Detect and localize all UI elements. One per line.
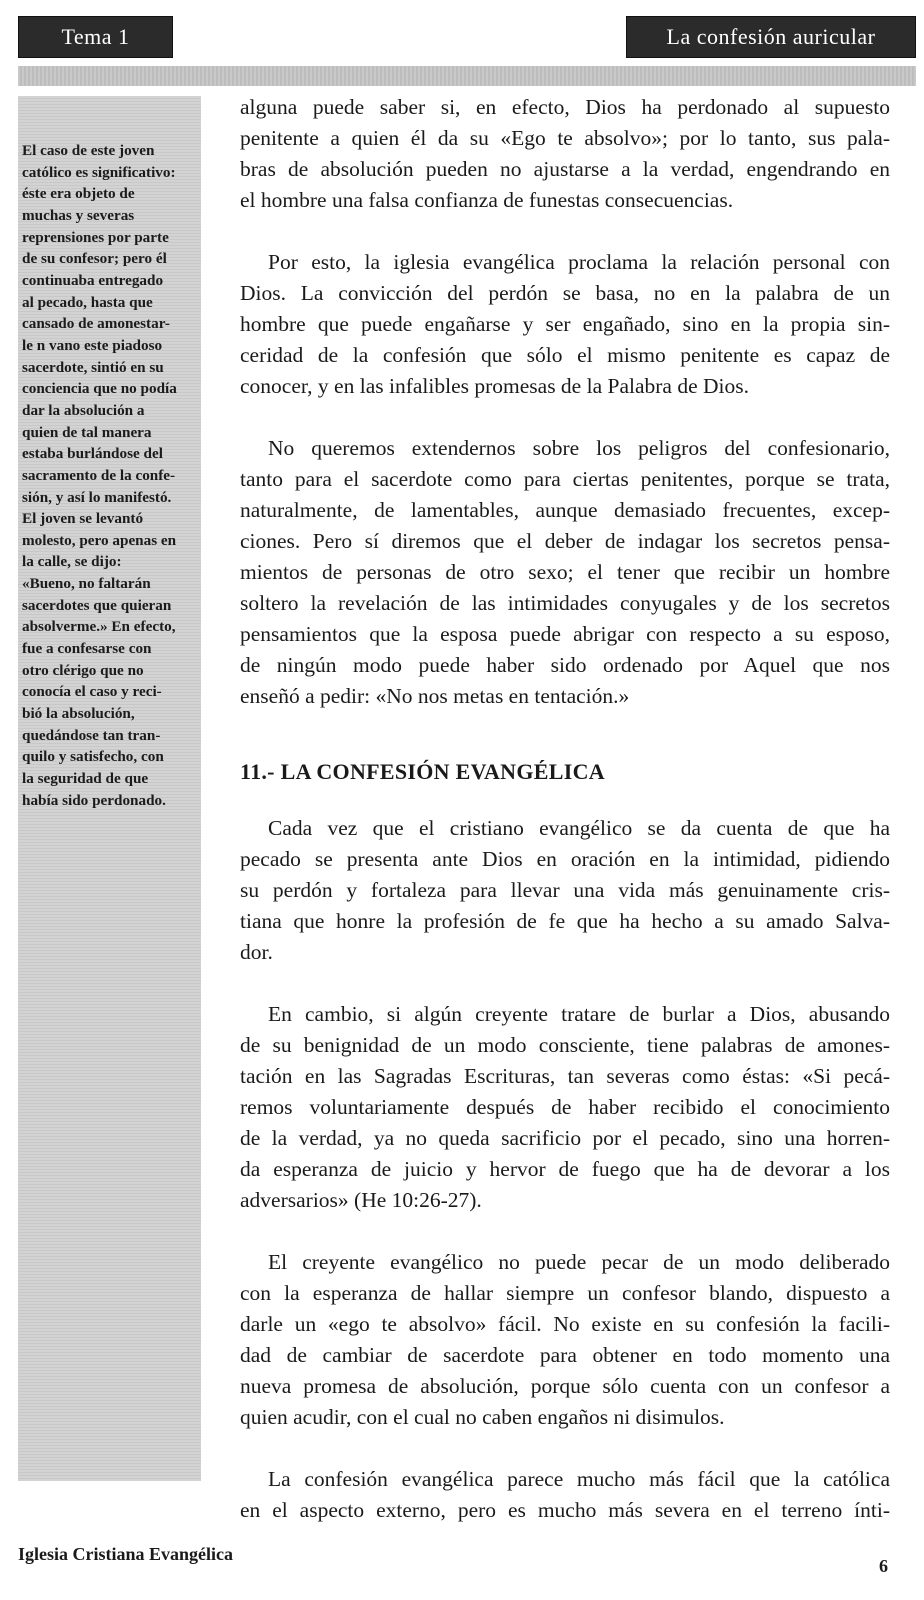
text-line: quien acudir, con el cual no caben engaños ni disimulos.	[240, 1405, 725, 1429]
text-line: Por esto, la iglesia evangélica proclama la relación personal con	[268, 250, 890, 274]
paragraph-2	[240, 247, 890, 402]
sidebar-line: quilo y satisfecho, con	[22, 748, 164, 766]
text-line: mientos de personas de otro sexo; el tener que recibir un hombre	[240, 560, 890, 584]
sidebar-note	[22, 140, 202, 811]
sidebar-line: reprensiones por parte	[22, 228, 169, 246]
sidebar-line: conocía el caso y reci-	[22, 683, 162, 701]
sidebar-line: la calle, se dijo:	[22, 553, 122, 571]
text-line: bras de absolución pueden no ajustarse a la verdad, engendrando en	[240, 157, 890, 181]
page-number: 6	[879, 1556, 888, 1576]
sidebar-line: de su confesor; pero él	[22, 250, 167, 268]
sidebar-line: la seguridad de que	[22, 770, 149, 788]
text-line: No queremos extendernos sobre los peligros del confesionario,	[268, 436, 890, 460]
text-line: pensamientos que la esposa puede abrigar con respecto a su esposo,	[240, 622, 890, 646]
header-rule	[18, 66, 916, 86]
sidebar-line: sacramento de la confe-	[22, 466, 176, 484]
text-line: adversarios» (He 10:26-27).	[240, 1188, 482, 1212]
chapter-tab	[18, 16, 173, 58]
text-line: En cambio, si algún creyente tratare de burlar a Dios, abusando	[268, 1002, 890, 1026]
sidebar-line: estaba burlándose del	[22, 445, 163, 463]
paragraph-3	[240, 433, 890, 712]
text-line: pecado se presenta ante Dios en oración en la intimidad, pidiendo	[240, 847, 890, 871]
paragraph-7	[240, 1464, 890, 1526]
sidebar-line: El joven se levantó	[22, 510, 144, 528]
text-line: tación en las Sagradas Escrituras, tan severas como éstas: «Si pecá-	[240, 1064, 890, 1088]
section-tab	[626, 16, 916, 58]
sidebar-line: quien de tal manera	[22, 423, 152, 441]
sidebar-line: continuaba entregado	[22, 271, 164, 289]
text-line: su perdón y fortaleza para llevar una vida más genuinamente cris-	[240, 878, 890, 902]
text-line: enseñó a pedir: «No nos metas en tentación.»	[240, 684, 630, 708]
text-line: de la verdad, ya no queda sacrificio por el pecado, sino una horren-	[240, 1126, 890, 1150]
paragraph-6	[240, 1247, 890, 1433]
text-line: remos voluntariamente después de haber recibido el conocimiento	[240, 1095, 890, 1119]
sidebar-line: bió la absolución,	[22, 705, 135, 723]
sidebar-line: molesto, pero apenas en	[22, 531, 177, 549]
paragraph-1	[240, 92, 890, 216]
main-text	[240, 92, 890, 1557]
sidebar-line: absolverme.» En efecto,	[22, 618, 176, 636]
sidebar-line: otro clérigo que no	[22, 661, 144, 679]
sidebar-line: sacerdote, sintió en su	[22, 358, 164, 376]
text-line: Dios. La convicción del perdón se basa, no en la palabra de un	[240, 281, 890, 305]
text-line: hombre que puede engañarse y ser engañado, sino en la propia sin-	[240, 312, 890, 336]
text-line: da esperanza de juicio y hervor de fuego que ha de devorar a los	[240, 1157, 890, 1181]
text-line: alguna puede saber si, en efecto, Dios ha perdonado al supuesto	[240, 95, 890, 119]
text-line: Cada vez que el cristiano evangélico se da cuenta de que ha	[268, 816, 890, 840]
section-label: La confesión auricular	[666, 24, 876, 49]
text-line: con la esperanza de hallar siempre un confesor blando, dispuesto a	[240, 1281, 890, 1305]
text-line: soltero la revelación de las intimidades conyugales y de los secretos	[240, 591, 890, 615]
text-line: naturalmente, de lamentables, aunque demasiado frecuentes, excep-	[240, 498, 890, 522]
text-line: ciones. Pero sí diremos que el deber de indagar los secretos pensa-	[240, 529, 890, 553]
text-line: tanto para el sacerdote como para ciertas penitentes, porque se trata,	[240, 467, 890, 491]
text-line: dor.	[240, 940, 273, 964]
sidebar-line: al pecado, hasta que	[22, 293, 153, 311]
text-line: darle un «ego te absolvo» fácil. No existe en su confesión la facili-	[240, 1312, 890, 1336]
text-line: dad de cambiar de sacerdote para obtener en todo momento una	[240, 1343, 890, 1367]
sidebar-line: sacerdotes que quieran	[22, 596, 172, 614]
sidebar-line: cansado de amonestar-	[22, 315, 170, 333]
sidebar-line: quedándose tan tran-	[22, 726, 161, 744]
paragraph-5	[240, 999, 890, 1216]
text-line: El creyente evangélico no puede pecar de un modo deliberado	[268, 1250, 890, 1274]
text-line: tiana que honre la profesión de fe que ha hecho a su amado Salva-	[240, 909, 890, 933]
sidebar-line: conciencia que no podía	[22, 380, 177, 398]
text-line: ceridad de la confesión que sólo el mismo penitente es capaz de	[240, 343, 890, 367]
sidebar-line: El caso de este joven	[22, 142, 155, 159]
text-line: de ningún modo puede haber sido ordenado por Aquel que nos	[240, 653, 890, 677]
sidebar-line: había sido perdonado.	[22, 791, 166, 809]
text-line: penitente a quien él da su «Ego te absolvo»; por lo tanto, sus pala-	[240, 126, 890, 150]
chapter-label: Tema 1	[61, 24, 130, 49]
paragraph-4	[240, 813, 890, 968]
sidebar-line: sión, y así lo manifestó.	[22, 488, 172, 506]
sidebar-line: dar la absolución a	[22, 401, 145, 419]
sidebar-line: le n vano este piadoso	[22, 336, 163, 354]
text-line: nueva promesa de absolución, porque sólo cuenta con un confesor a	[240, 1374, 890, 1398]
sidebar-line: católico es significativo:	[22, 163, 176, 181]
text-line: el hombre una falsa confianza de funestas consecuencias.	[240, 188, 734, 212]
section-heading: 11.- LA CONFESIÓN EVANGÉLICA	[240, 759, 605, 784]
sidebar-line: «Bueno, no faltarán	[22, 575, 151, 593]
text-line: de su benignidad de un modo consciente, tiene palabras de amones-	[240, 1033, 890, 1057]
sidebar-line: éste era objeto de	[22, 185, 135, 203]
text-line: La confesión evangélica parece mucho más fácil que la católica	[268, 1467, 890, 1491]
sidebar-line: fue a confesarse con	[22, 640, 152, 658]
text-line: en el aspecto externo, pero es mucho más severa en el terreno ínti-	[240, 1498, 890, 1522]
publisher-footer: Iglesia Cristiana Evangélica	[18, 1544, 233, 1564]
sidebar-line: muchas y severas	[22, 206, 135, 224]
text-line: conocer, y en las infalibles promesas de la Palabra de Dios.	[240, 374, 749, 398]
